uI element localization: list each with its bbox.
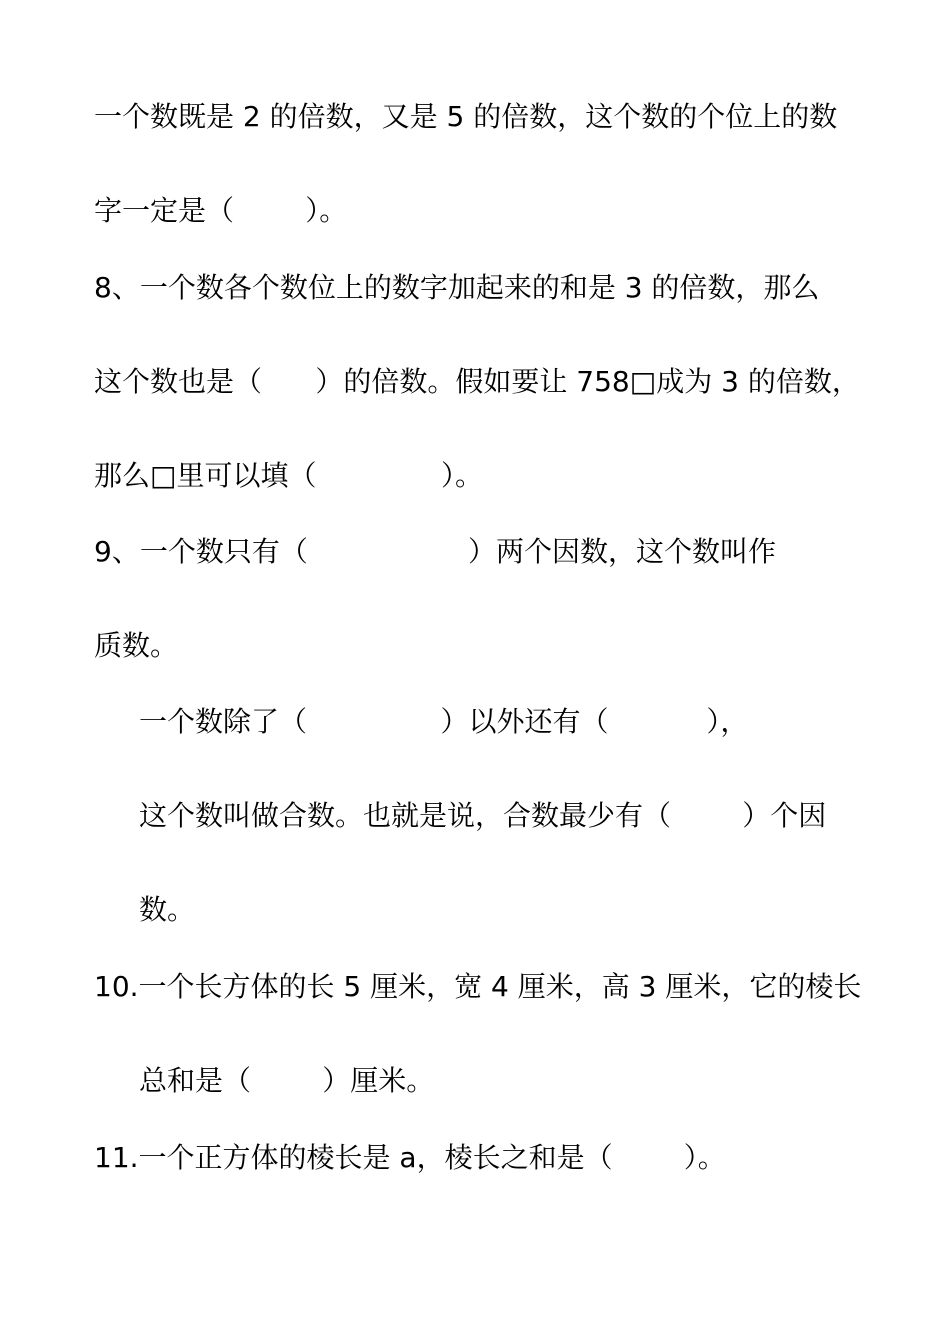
question-7-line-1: 一个数既是 2 的倍数，又是 5 的倍数，这个数的个位上的数 — [94, 100, 838, 133]
question-10-line-1: 10.一个长方体的长 5 厘米，宽 4 厘米，高 3 厘米，它的棱长 — [94, 970, 862, 1003]
question-10-line-2: 总和是（ ）厘米。 — [139, 1064, 435, 1097]
question-9-line-3: 一个数除了（ ）以外还有（ ）， — [139, 705, 749, 738]
question-8-line-2: 这个数也是（ ）的倍数。假如要让 758□成为 3 的倍数， — [94, 365, 860, 398]
question-8-line-3: 那么□里可以填（ ）。 — [94, 459, 484, 492]
question-8-line-1: 8、一个数各个数位上的数字加起来的和是 3 的倍数，那么 — [94, 271, 820, 304]
question-7-line-2: 字一定是（ ）。 — [94, 194, 348, 227]
question-9-line-1: 9、一个数只有（ ）两个因数，这个数叫作 — [94, 535, 777, 568]
question-9-line-5: 数。 — [139, 893, 196, 926]
question-9-line-2: 质数。 — [94, 629, 179, 662]
question-11-line-1: 11.一个正方体的棱长是 a，棱长之和是（ ）。 — [94, 1141, 726, 1174]
question-9-line-4: 这个数叫做合数。也就是说，合数最少有（ ）个因 — [139, 799, 827, 832]
